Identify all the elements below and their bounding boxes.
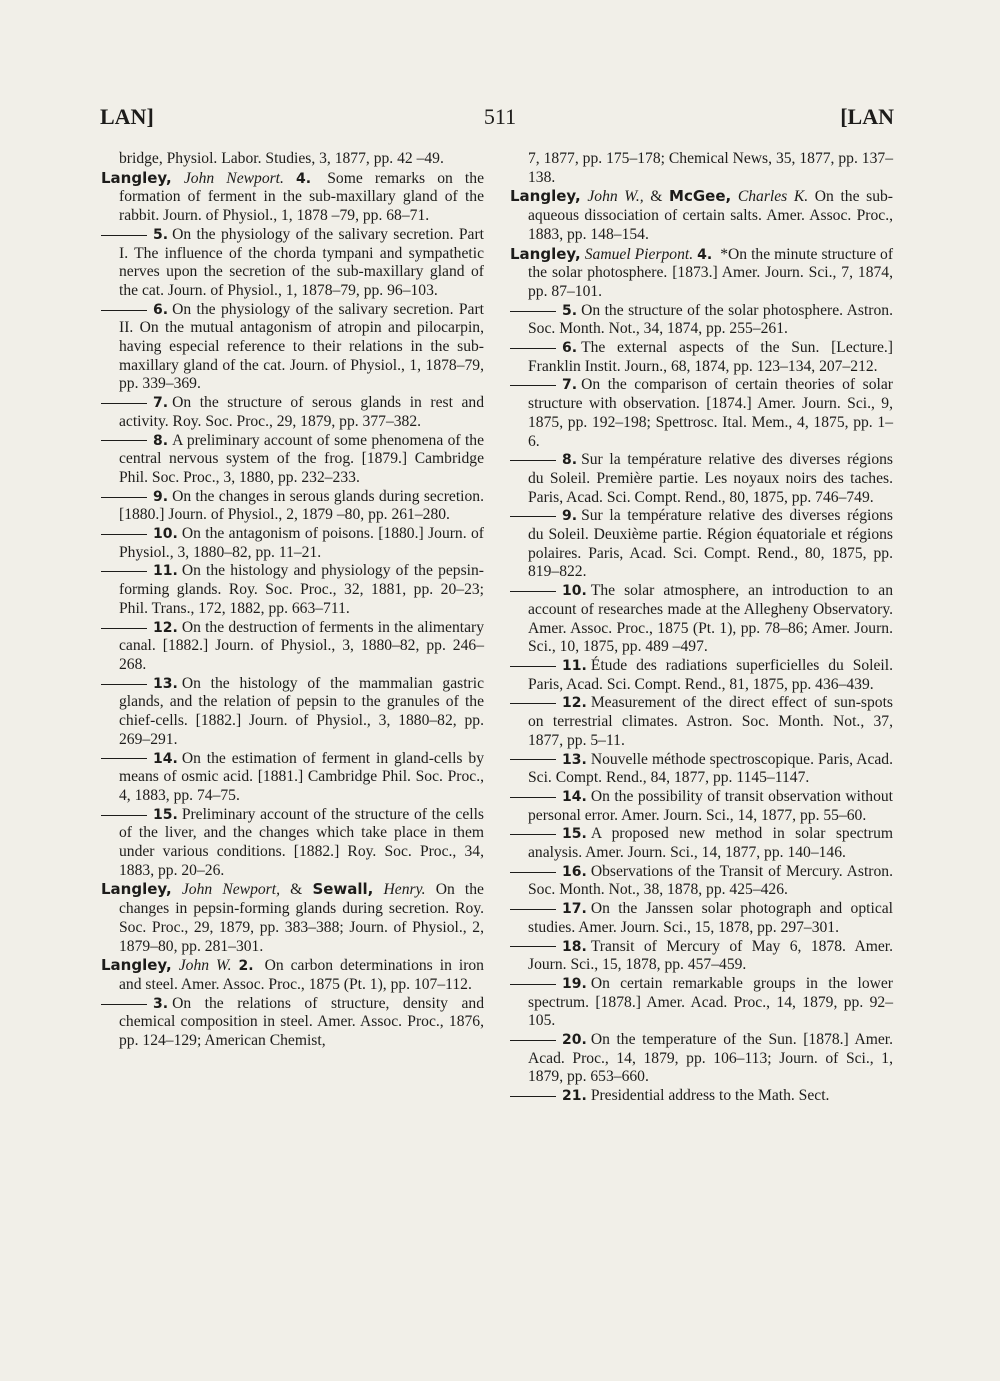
running-head-right: [LAN: [840, 104, 894, 129]
entry-text: On the estimation of ferment in gland-cells by means of osmic acid. [1881.] Cambridge Phil. Soc. Proc., 4, 1883, pp. 74–75.: [119, 749, 484, 804]
sub-entry: [101, 995, 484, 1051]
entry-number: 13.: [562, 751, 587, 768]
sub-entry: [101, 301, 484, 395]
ditto-dash: [101, 571, 147, 572]
ampersand: &: [650, 188, 663, 206]
sub-entry: [510, 451, 893, 507]
entry-number: 21.: [562, 1088, 587, 1105]
entry-number: 5.: [153, 226, 169, 243]
entry-number: 4.: [296, 170, 312, 187]
continued-entry: 7, 1877, pp. 175–178; Chemical News, 35, 1877, pp. 137–138.: [528, 150, 893, 186]
ditto-dash: [510, 385, 556, 386]
entry-text: On certain remarkable groups in the lower spectrum. [1878.] Amer. Acad. Proc., 14, 1879, pp. 92–105.: [528, 974, 893, 1030]
ditto-dash: [510, 797, 556, 798]
entry-number: 15.: [153, 806, 178, 823]
ditto-dash: [510, 984, 556, 985]
sub-entry: [510, 938, 893, 975]
sub-entry: [101, 394, 484, 431]
coauthor-given-name: Charles K.: [737, 188, 809, 206]
entry-number: 4.: [697, 246, 713, 263]
coauthor-surname: Sewall,: [312, 880, 374, 899]
entry-text: Presidential address to the Math. Sect.: [590, 1087, 830, 1105]
sub-entry: [510, 975, 893, 1031]
sub-entry: [510, 657, 893, 694]
entry-number: 16.: [562, 863, 587, 880]
ditto-dash: [101, 534, 147, 535]
entry-text: On carbon determinations in iron and steel. Amer. Assoc. Proc., 1875 (Pt. 1), pp. 107–112.: [119, 957, 484, 993]
author-given-name: Samuel Pierpont.: [584, 245, 694, 263]
entry-text: Transit of Mercury of May 6, 1878. Amer. Journ. Sci., 15, 1878, pp. 457–459.: [528, 937, 893, 974]
entry-text: On the changes in serous glands during secretion. [1880.] Journ. of Physiol., 2, 1879 –80, pp. 261–280.: [119, 487, 484, 524]
sub-entry: [101, 806, 484, 881]
ditto-dash: [510, 591, 556, 592]
entry-text: Measurement of the direct effect of sun-spots on terrestrial climates. Astron. Soc. Month. Not., 37, 1877, pp. 5–11.: [528, 694, 893, 749]
ditto-dash: [101, 758, 147, 759]
ampersand: &: [290, 881, 303, 899]
sub-entry: [510, 863, 893, 900]
entry-text: On the sub-aqueous dissociation of certain salts. Amer. Assoc. Proc., 1883, pp. 148–154.: [528, 188, 893, 243]
entry-number: 9.: [153, 488, 169, 505]
ditto-dash: [510, 703, 556, 704]
entry-number: 12.: [153, 619, 178, 636]
entry-text: On the temperature of the Sun. [1878.] Amer. Acad. Proc., 14, 1879, pp. 106–113; Journ. of Sci., 1, 1879, pp. 653–660.: [528, 1031, 893, 1086]
entry-text: On the relations of structure, density and chemical composition in steel. Amer. Assoc. Proc., 1876, pp. 124–129; American Chemist,: [119, 994, 484, 1050]
entry-text: Preliminary account of the structure of the cells of the liver, and the changes which take place in them under various conditions. [1882.] Roy. Soc. Proc., 34, 1883, pp. 20–26.: [119, 805, 484, 879]
ditto-dash: [510, 666, 556, 667]
entry-number: 9.: [562, 508, 578, 525]
ditto-dash: [101, 1004, 147, 1005]
author-surname: Langley,: [510, 244, 581, 263]
ditto-dash: [101, 440, 147, 441]
sub-entry: [101, 675, 484, 750]
entry-number: 10.: [562, 583, 587, 600]
sub-entry: [101, 619, 484, 675]
ditto-dash: [101, 235, 147, 236]
entry-text: A preliminary account of some phenomena of the central nervous system of the frog. [1879.] Cambridge Phil. Soc. Proc., 3, 1880, pp. 232–233.: [119, 431, 484, 486]
sub-entry: [510, 694, 893, 750]
entry-text: Étude des radiations superficielles du Soleil. Paris, Acad. Sci. Compt. Rend., 81, 1875, pp. 436–439.: [528, 656, 893, 693]
sub-entry: [510, 751, 893, 788]
entry-text: On the destruction of ferments in the alimentary canal. [1882.] Journ. of Physiol., 3, 1880–82, pp. 246–268.: [119, 618, 484, 673]
sub-entry: [101, 226, 484, 301]
entry-text: On the Janssen solar photograph and optical studies. Amer. Journ. Sci., 15, 1878, pp. 297–301.: [528, 900, 893, 936]
author-surname: Langley,: [510, 187, 581, 206]
entry-text: A proposed new method in solar spectrum analysis. Amer. Journ. Sci., 14, 1877, pp. 140–146.: [528, 825, 893, 862]
entry-number: 14.: [153, 750, 178, 767]
entry-number: 18.: [562, 938, 587, 955]
sub-entry: [510, 507, 893, 582]
entry-number: 8.: [562, 452, 578, 469]
entry-number: 14.: [562, 788, 587, 805]
right-column: [510, 150, 893, 1106]
entry-number: 6.: [153, 301, 169, 318]
author-entry-langley-sewall: [101, 880, 484, 956]
sub-entry: [510, 339, 893, 376]
entry-text: The solar atmosphere, an introduction to an account of researches made at the Allegheny Observatory. Amer. Assoc. Proc., 1875 (Pt. 1), pp. 78–86; Amer. Journ. Sci., 10, 1875, pp. 489 –497.: [528, 582, 893, 656]
entry-number: 8.: [153, 432, 169, 449]
entry-number: 20.: [562, 1032, 587, 1049]
ditto-dash: [101, 684, 147, 685]
ditto-dash: [510, 1040, 556, 1041]
sub-entry: [510, 788, 893, 825]
sub-entry: [510, 900, 893, 937]
ditto-dash: [510, 1096, 556, 1097]
author-given-name: John Newport,: [181, 881, 280, 899]
left-column: [101, 150, 484, 1051]
entry-text: On the comparison of certain theories of solar structure with observation. [1874.] Amer. Journ. Sci., 9, 1875, pp. 192–198; Spettrosc. Ital. Mem., 4, 1875, pp. 1–6.: [528, 376, 893, 450]
entry-text: On the physiology of the salivary secretion. Part I. The influence of the chorda tympani and sympathetic nerves upon the secretion of the sub-maxillary gland of the cat. Journ. of Physiol., 1, 1878–79, pp. 96–103.: [119, 225, 484, 299]
author-entry-langley-john-w: [101, 956, 484, 994]
entry-text: *On the minute structure of the solar photosphere. [1873.] Amer. Journ. Sci., 7, 1874, pp. 87–101.: [528, 245, 894, 300]
entry-text: Sur la température relative des diverses régions du Soleil. Première partie. Les noyaux noirs des taches. Paris, Acad. Sci. Compt. Rend., 80, 1875, pp. 746–749.: [528, 451, 893, 506]
entry-number: 7.: [153, 395, 169, 412]
ditto-dash: [510, 759, 556, 760]
sub-entry: [101, 525, 484, 562]
ditto-dash: [101, 628, 147, 629]
entry-text: Sur la température relative des diverses régions du Soleil. Deuxième partie. Région équatoriale et régions polaires. Paris, Acad. Sci. Compt. Rend., 80, 1875, pp. 819–822.: [528, 507, 893, 581]
entry-number: 5.: [562, 302, 578, 319]
ditto-dash: [510, 348, 556, 349]
entry-number: 11.: [562, 657, 587, 674]
author-surname: Langley,: [101, 168, 172, 187]
ditto-dash: [510, 834, 556, 835]
running-head-left: LAN]: [100, 104, 154, 129]
sub-entry: [101, 432, 484, 488]
coauthor-given-name: Henry.: [383, 881, 426, 899]
entry-number: 2.: [238, 958, 254, 975]
author-entry-langley-mcgee: [510, 187, 893, 244]
sub-entry: [510, 1087, 893, 1106]
entry-text: Observations of the Transit of Mercury. Astron. Soc. Month. Not., 38, 1878, pp. 425–426.: [528, 862, 893, 899]
entry-number: 10.: [153, 526, 178, 543]
ditto-dash: [101, 310, 147, 311]
ditto-dash: [101, 403, 147, 404]
sub-entry: [510, 582, 893, 657]
sub-entry: [510, 825, 893, 862]
coauthor-surname: McGee,: [669, 187, 732, 206]
entry-text: On the changes in pepsin-forming glands during secretion. Roy. Soc. Proc., 29, 1879, pp. 383–388; Journ. of Physiol., 2, 1879–80, pp. 281–301.: [119, 881, 484, 955]
entry-number: 17.: [562, 901, 587, 918]
ditto-dash: [510, 311, 556, 312]
author-given-name: John W.: [178, 957, 232, 975]
author-surname: Langley,: [101, 880, 172, 899]
author-entry-langley-john-newport: [101, 169, 484, 226]
entry-number: 7.: [562, 377, 578, 394]
continued-entry: bridge, Physiol. Labor. Studies, 3, 1877, pp. 42 –49.: [119, 150, 444, 167]
entry-text: On the histology and physiology of the pepsin-forming glands. Roy. Soc. Proc., 32, 1881, pp. 20–23; Phil. Trans., 172, 1882, pp. 663–711.: [119, 562, 484, 617]
entry-text: On the possibility of transit observation without personal error. Amer. Journ. Sci., 14, 1877, pp. 55–60.: [528, 787, 893, 824]
entry-number: 15.: [562, 826, 587, 843]
ditto-dash: [510, 909, 556, 910]
ditto-dash: [510, 946, 556, 947]
sub-entry: [510, 376, 893, 451]
sub-entry: [101, 750, 484, 806]
ditto-dash: [510, 460, 556, 461]
entry-text: On the antagonism of poisons. [1880.] Journ. of Physiol., 3, 1880–82, pp. 11–21.: [119, 525, 484, 561]
sub-entry: [510, 302, 893, 339]
entry-text: On the structure of serous glands in rest and activity. Roy. Soc. Proc., 29, 1879, pp. 377–382.: [119, 394, 484, 430]
sub-entry: [101, 488, 484, 525]
entry-text: Some remarks on the formation of ferment in the sub-maxillary gland of the rabbit. Journ. of Physiol., 1, 1878 –79, pp. 68–71.: [119, 169, 484, 225]
sub-entry: [510, 1031, 893, 1087]
entry-number: 11.: [153, 563, 178, 580]
entry-number: 3.: [153, 995, 169, 1012]
author-surname: Langley,: [101, 956, 172, 975]
entry-text: The external aspects of the Sun. [Lecture.] Franklin Instit. Journ., 68, 1874, pp. 123–134, 207–212.: [528, 339, 893, 375]
entry-text: On the histology of the mammalian gastric glands, and the relation of pepsin to the granules of the chief-cells. [1882.] Journ. of Physiol., 3, 1880–82, pp. 269–291.: [119, 674, 484, 748]
page-number: 511: [483, 104, 517, 129]
entry-text: On the physiology of the salivary secretion. Part II. On the mutual antagonism of atropin and pilocarpin, having especial reference to their relations in the sub-maxillary gland of the cat. Journ. of Physiol., 1, 1878–79, pp. 339–369.: [119, 300, 484, 393]
entry-number: 13.: [153, 675, 178, 692]
author-given-name: John Newport.: [183, 169, 284, 187]
ditto-dash: [510, 872, 556, 873]
ditto-dash: [510, 516, 556, 517]
ditto-dash: [101, 815, 147, 816]
author-given-name: John W.,: [587, 188, 644, 206]
entry-number: 12.: [562, 695, 587, 712]
entry-number: 6.: [562, 340, 578, 357]
ditto-dash: [101, 497, 147, 498]
entry-text: Nouvelle méthode spectroscopique. Paris, Acad. Sci. Compt. Rend., 84, 1877, pp. 1145–1147.: [528, 750, 893, 787]
entry-number: 19.: [562, 975, 587, 992]
entry-text: On the structure of the solar photosphere. Astron. Soc. Month. Not., 34, 1874, pp. 255–261.: [528, 301, 893, 338]
sub-entry: [101, 562, 484, 618]
author-entry-langley-samuel-pierpont: [510, 245, 893, 302]
